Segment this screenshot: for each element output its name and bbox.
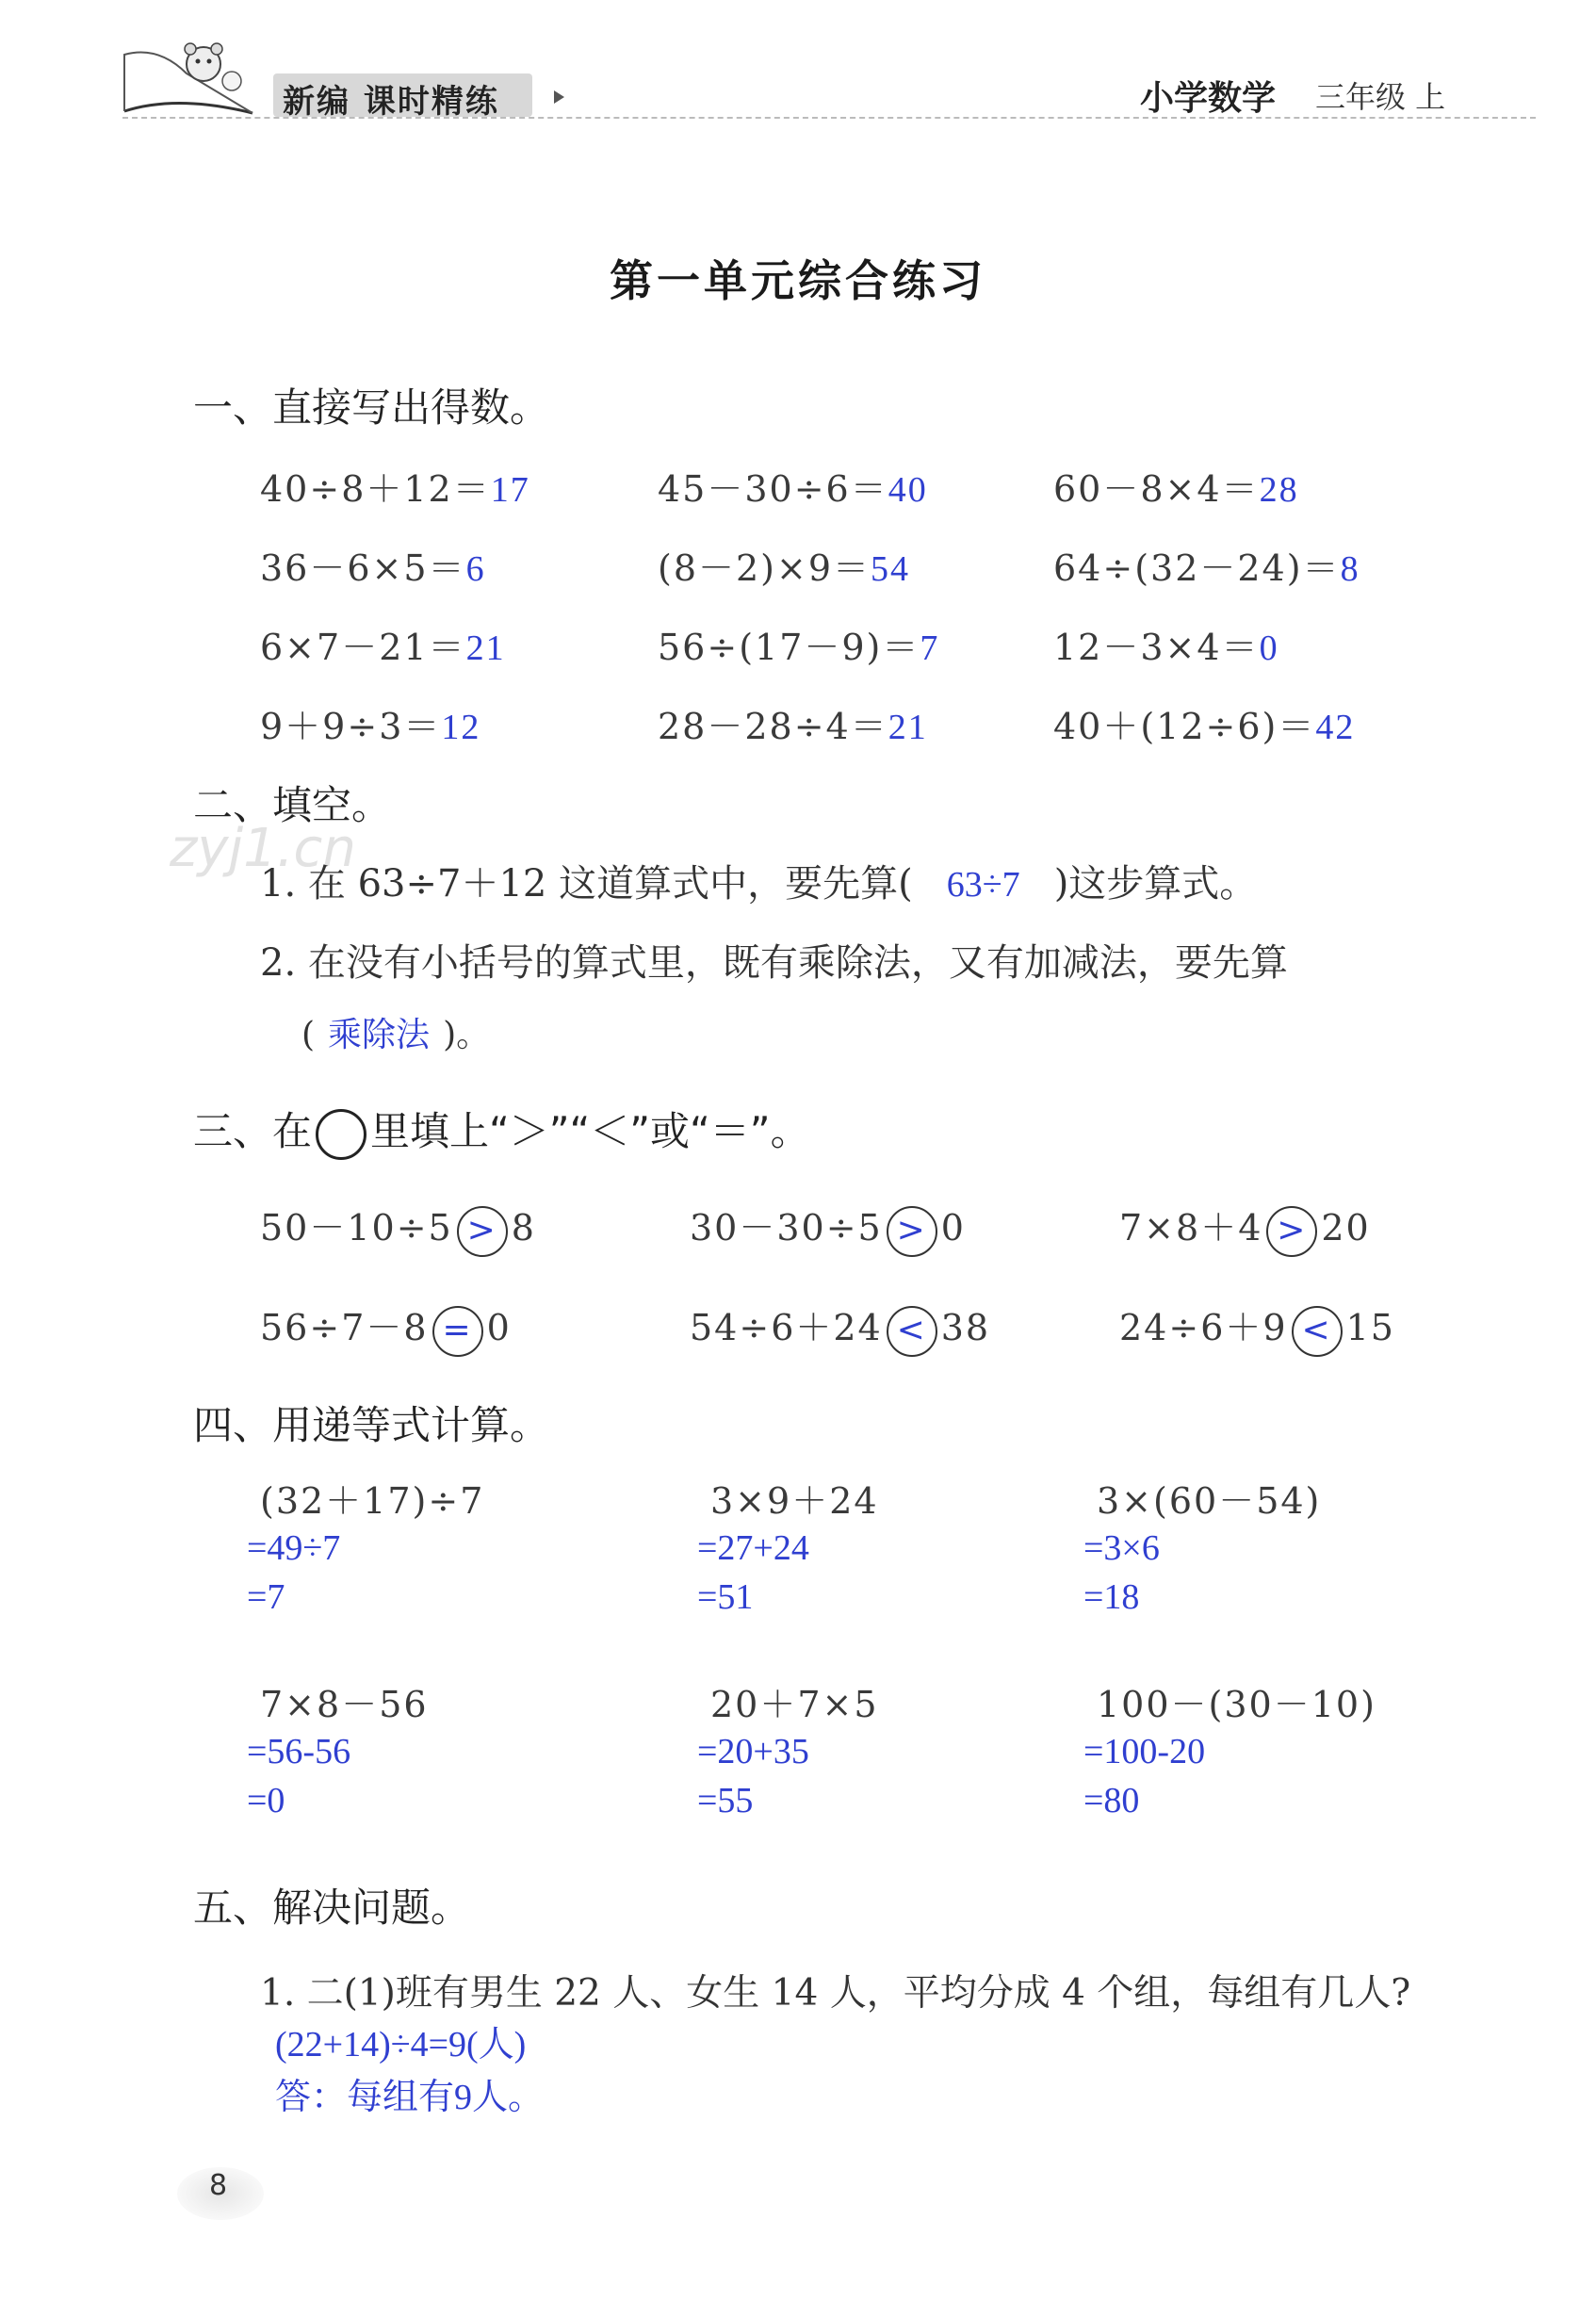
question: 12－3×4＝ [1053,627,1260,668]
s4-item-5 [697,1675,879,1821]
expression: 7×8－56 [260,1684,429,1725]
compare-sign: < [1292,1306,1343,1357]
answer: 54 [871,549,911,589]
s5-question-1: 1. 二(1)班有男生 22 人、女生 14 人，平均分成 4 个组，每组有几人? [260,1972,1411,2015]
question: 28－28÷4＝ [658,706,888,747]
question: 6×7－21＝ [260,627,466,668]
right: 0 [940,1207,966,1248]
watermark: zyj1.cn [170,818,356,879]
question: 56÷(17－9)＝ [658,627,920,668]
step-2: =55 [697,1781,754,1820]
left: 7×8＋4 [1119,1207,1263,1248]
question: 64÷(32－24)＝ [1053,547,1341,589]
section4-title: 四、用递等式计算。 [193,1402,550,1448]
section5-title: 五、解决问题。 [193,1885,471,1931]
s2-question-1 [260,854,1257,907]
s1-item-8 [658,618,939,670]
s3-item-4 [260,1298,512,1357]
compare-sign: < [887,1306,937,1357]
header-logo-icon [121,36,281,119]
question: 40＋(12÷6)＝ [1053,706,1316,747]
q2-close: )。 [443,1016,491,1054]
s1-item-12 [1053,697,1355,749]
play-arrow-icon [554,90,564,104]
s1-item-9 [1053,618,1279,670]
step-1: =3×6 [1083,1528,1160,1568]
step-2: =80 [1083,1781,1140,1820]
answer: 17 [490,470,530,510]
s3-title-before: 三、在 [193,1108,313,1154]
s3-title-after: 里填上“＞”“＜”或“＝”。 [370,1108,810,1154]
s1-item-11 [658,697,928,749]
s4-item-3 [1083,1472,1321,1618]
answer: 8 [1340,549,1360,589]
right: 0 [486,1307,512,1348]
s1-item-3 [1053,460,1299,512]
left: 24÷6＋9 [1119,1307,1288,1348]
header-subject: 小学数学 [1140,79,1277,118]
step-1: =27+24 [697,1528,809,1568]
left: 30－30÷5 [690,1207,883,1248]
expression: 100－(30－10) [1097,1684,1376,1725]
answer: 6 [465,549,486,589]
s1-item-7 [260,618,506,670]
right: 20 [1321,1207,1371,1248]
blank-circle-icon [316,1109,366,1160]
s4-item-2 [697,1472,879,1618]
section2-title: 二、填空。 [193,782,392,828]
left: 50－10÷5 [260,1207,453,1248]
right: 15 [1345,1307,1395,1348]
s1-item-5 [658,539,910,591]
q1-text: 1. 在 63÷7＋12 这道算式中，要先算( [260,862,913,906]
s3-item-6 [1119,1298,1395,1357]
step-1: =20+35 [697,1732,809,1771]
s4-item-4 [247,1675,429,1821]
answer: 21 [888,708,928,747]
step-1: =100-20 [1083,1732,1206,1771]
q2-answer: 乘除法 [328,1016,431,1053]
s3-item-1 [260,1199,536,1257]
expression: 20＋7×5 [710,1684,879,1725]
s1-item-1 [260,460,530,512]
step-2: =7 [247,1577,285,1617]
answer: 12 [441,708,481,747]
header-divider [122,117,1536,119]
left: 56÷7－8 [260,1307,429,1348]
expression: 3×(60－54) [1097,1480,1322,1522]
compare-sign: > [887,1206,937,1257]
right: 8 [511,1207,536,1248]
compare-sign: > [457,1206,508,1257]
s4-item-6 [1083,1675,1376,1821]
answer: 7 [920,628,940,668]
compare-sign: = [432,1306,483,1357]
s1-item-2 [658,460,928,512]
s4-item-1 [247,1472,484,1618]
left: 54÷6＋24 [690,1307,883,1348]
section1-title: 一、直接写出得数。 [193,384,550,431]
book-title: 新编 课时精练 [283,83,499,121]
s1-item-10 [260,697,480,749]
section3-title [193,1101,810,1160]
s3-item-2 [690,1199,966,1257]
page-title: 第一单元综合练习 [610,255,986,306]
question: 9＋9÷3＝ [260,706,442,747]
step-1: =49÷7 [247,1528,341,1568]
s5-q1-answer: 答：每组有9人。 [275,2078,545,2117]
answer: 0 [1259,628,1279,668]
question: 40÷8＋12＝ [260,468,491,510]
s2-question-2: 2. 在没有小括号的算式里，既有乘除法，又有加减法，要先算 [260,941,1288,985]
s3-item-5 [690,1298,990,1357]
answer: 42 [1315,708,1356,747]
right: 38 [940,1307,991,1348]
step-2: =0 [247,1781,285,1820]
s1-item-6 [1053,539,1360,591]
page-number: 8 [209,2169,228,2202]
s5-q1-calc: (22+14)÷4=9(人) [275,2025,527,2064]
step-1: =56-56 [247,1732,351,1771]
step-2: =18 [1083,1577,1140,1617]
q2-open: ( [301,1016,316,1054]
question: 60－8×4＝ [1053,468,1260,510]
s1-item-4 [260,539,486,591]
compare-sign: > [1266,1206,1317,1257]
q1-after: )这步算式。 [1053,862,1258,906]
answer: 21 [465,628,506,668]
answer: 40 [888,470,928,510]
question: 45－30÷6＝ [658,468,888,510]
step-2: =51 [697,1577,754,1617]
s2-question-2-answer-line [301,1008,490,1056]
header-grade: 三年级 上 [1315,79,1446,115]
answer: 28 [1259,470,1299,510]
s3-item-3 [1119,1199,1371,1257]
expression: (32＋17)÷7 [260,1480,485,1522]
q1-answer: 63÷7 [946,865,1020,905]
question: (8－2)×9＝ [658,547,871,589]
expression: 3×9＋24 [710,1480,879,1522]
question: 36－6×5＝ [260,547,466,589]
